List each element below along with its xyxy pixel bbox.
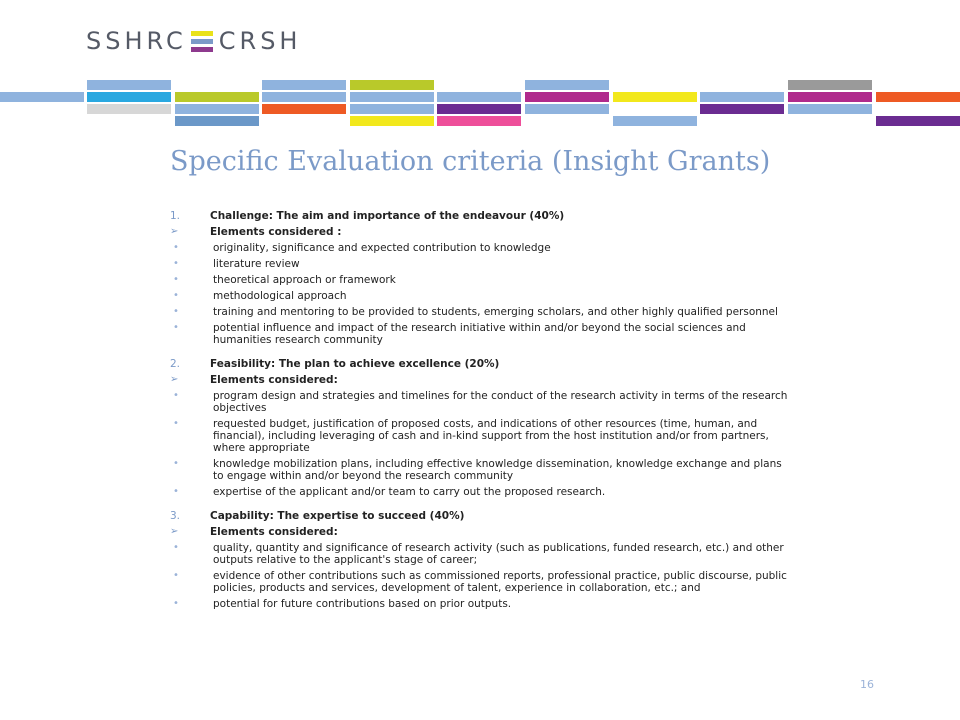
stripe (876, 116, 960, 126)
list-item-text: training and mentoring to be provided to students, emerging scholars, and other highly qualified personnel (213, 306, 778, 318)
bullet-icon: • (173, 258, 179, 269)
bullet-icon: • (173, 418, 179, 429)
sub-heading (170, 374, 790, 386)
bullet-icon: • (173, 458, 179, 469)
section-spacer (170, 502, 790, 510)
list-item (170, 306, 790, 318)
list-item (170, 390, 790, 414)
logo-right-text: CRSH (218, 27, 302, 55)
list-item (170, 258, 790, 270)
stripe (175, 104, 259, 114)
list-item-text: program design and strategies and timelines for the conduct of the research activity in terms of the research objectives (213, 390, 788, 414)
stripe (525, 92, 609, 102)
list-item-text: expertise of the applicant and/or team to carry out the proposed research. (213, 486, 606, 498)
stripe (175, 92, 259, 102)
list-item-text: methodological approach (213, 290, 347, 302)
stripe (350, 116, 434, 126)
list-item-text: potential for future contributions based on prior outputs. (213, 598, 512, 610)
list-item (170, 486, 790, 498)
stripe (350, 80, 434, 90)
list-item (170, 542, 790, 566)
stripe (350, 104, 434, 114)
list-item-text: potential influence and impact of the research initiative within and/or beyond the social sciences and humanities research community (213, 322, 746, 346)
section-heading-text: Feasibility: The plan to achieve excellence (20%) (210, 358, 500, 370)
logo-mark-stripe-purple (191, 47, 213, 52)
stripe (700, 92, 784, 102)
list-item (170, 570, 790, 594)
list-item-text: evidence of other contributions such as commissioned reports, professional practice, public discourse, public policies, products and services, development of talent, experience in collaboration, etc.; and (213, 570, 787, 594)
bullet-icon: • (173, 290, 179, 301)
stripe (262, 92, 346, 102)
section-heading-text: Capability: The expertise to succeed (40%) (210, 510, 465, 522)
list-item-text: theoretical approach or framework (213, 274, 396, 286)
stripe (700, 104, 784, 114)
stripe (87, 80, 171, 90)
bullet-icon: • (173, 322, 179, 333)
list-item (170, 274, 790, 286)
logo-left-text: SSHRC (86, 27, 187, 55)
stripe (175, 116, 259, 126)
arrow-bullet-icon: ➢ (170, 374, 179, 385)
stripe (0, 92, 84, 102)
section-number: 3. (170, 510, 181, 522)
sub-heading-text: Elements considered : (210, 226, 342, 238)
stripe (876, 92, 960, 102)
sshrc-crsh-logo (86, 26, 301, 56)
list-item-text: requested budget, justification of proposed costs, and indications of other resources (time, human, and financial), including leveraging of cash and in-kind support from the host institution and/or from partners, where appropriate (213, 418, 769, 454)
section-heading-text: Challenge: The aim and importance of the endeavour (40%) (210, 210, 565, 222)
list-item-text: literature review (213, 258, 300, 270)
bullet-icon: • (173, 390, 179, 401)
stripe (437, 104, 521, 114)
stripe (262, 104, 346, 114)
stripe (437, 92, 521, 102)
section-heading (170, 210, 790, 222)
sub-heading-text: Elements considered: (210, 374, 338, 386)
list-item (170, 598, 790, 610)
section-spacer (170, 350, 790, 358)
arrow-bullet-icon: ➢ (170, 526, 179, 537)
sub-heading-text: Elements considered: (210, 526, 338, 538)
list-item (170, 418, 790, 454)
stripe (788, 92, 872, 102)
list-item-text: knowledge mobilization plans, including effective knowledge dissemination, knowledge exchange and plans to engage within and/or beyond the research community (213, 458, 782, 482)
section-heading (170, 510, 790, 522)
stripe (437, 116, 521, 126)
stripe (613, 116, 697, 126)
sub-heading (170, 526, 790, 538)
slide-title: Specific Evaluation criteria (Insight Grants) (170, 146, 771, 177)
logo-mark-stripe-yellow (191, 31, 213, 36)
section-number: 2. (170, 358, 181, 370)
arrow-bullet-icon: ➢ (170, 226, 179, 237)
bullet-icon: • (173, 542, 179, 553)
list-item (170, 290, 790, 302)
decorative-color-stripes (0, 78, 960, 124)
stripe (350, 92, 434, 102)
bullet-icon: • (173, 242, 179, 253)
stripe (613, 92, 697, 102)
list-item (170, 242, 790, 254)
stripe (788, 80, 872, 90)
logo-mark-stripe-blue (191, 39, 213, 44)
list-item-text: originality, significance and expected contribution to knowledge (213, 242, 551, 254)
stripe (87, 104, 171, 114)
list-item-text: quality, quantity and significance of research activity (such as publications, funded research, etc.) and other outputs relative to the applicant's stage of career; (213, 542, 784, 566)
stripe (87, 92, 171, 102)
bullet-icon: • (173, 306, 179, 317)
stripe (262, 80, 346, 90)
bullet-icon: • (173, 486, 179, 497)
bullet-icon: • (173, 570, 179, 581)
criteria-list (170, 210, 790, 614)
section-number: 1. (170, 210, 181, 222)
list-item (170, 322, 790, 346)
logo-mark-icon (191, 30, 213, 52)
stripe (525, 104, 609, 114)
stripe (788, 104, 872, 114)
bullet-icon: • (173, 274, 179, 285)
list-item (170, 458, 790, 482)
page-number: 16 (860, 678, 874, 691)
bullet-icon: • (173, 598, 179, 609)
sub-heading (170, 226, 790, 238)
stripe (525, 80, 609, 90)
section-heading (170, 358, 790, 370)
